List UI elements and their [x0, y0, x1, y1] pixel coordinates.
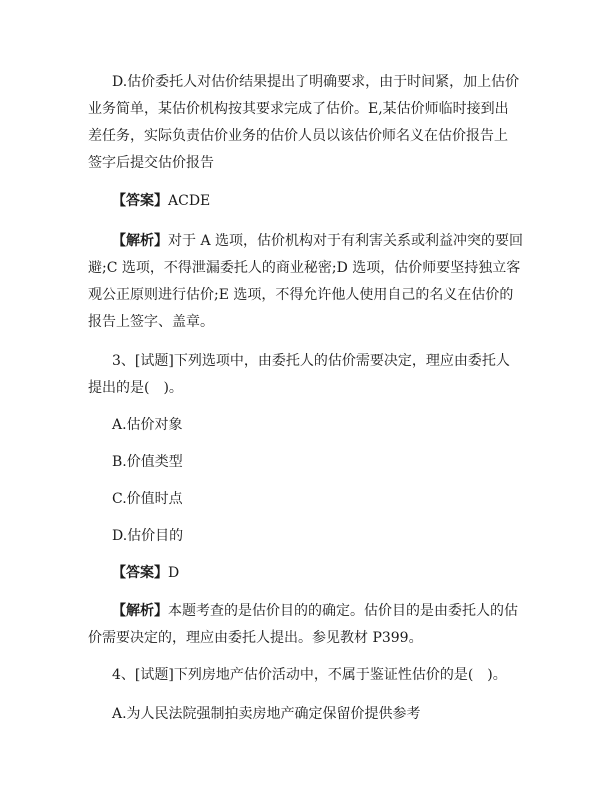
q4-question-line-1: 4、[试题]下列房地产估价活动中，不属于鉴证性估价的是( )。 [112, 667, 507, 683]
q3-option-a: A.估价对象 [112, 417, 183, 433]
analysis-text: 对于 A 选项，估价机构对于有利害关系或利益冲突的要回 [168, 233, 524, 249]
q2-analysis-line-1 [112, 231, 523, 251]
q2-analysis-line-3: 观公正原则进行估价;E 选项，不得允许他人使用自己的名义在估价的 [88, 287, 514, 303]
q3-option-b: B.价值类型 [112, 454, 183, 470]
analysis-text: 本题考查的是估价目的的确定。估价目的是由委托人的估 [168, 603, 518, 619]
q2-option-d-line-1: D.估价委托人对估价结果提出了明确要求，由于时间紧，加上估价 [112, 74, 520, 90]
q3-question-line-2: 提出的是( )。 [88, 380, 183, 396]
q3-question-line-1: 3、[试题]下列选项中，由委托人的估价需要决定，理应由委托人 [112, 353, 510, 369]
q3-answer [112, 563, 179, 583]
answer-value: ACDE [168, 193, 211, 209]
q2-analysis-line-4: 报告上签字、盖章。 [88, 314, 214, 330]
answer-tag: 【答案】 [112, 565, 168, 581]
answer-tag: 【答案】 [112, 193, 168, 209]
q3-option-c: C.价值时点 [112, 491, 183, 507]
q3-analysis-line-2: 价需要决定的，理应由委托人提出。参见教材 P399。 [88, 630, 423, 646]
q4-option-a: A.为人民法院强制拍卖房地产确定保留价提供参考 [112, 706, 421, 722]
q3-option-d: D.估价目的 [112, 528, 184, 544]
q2-option-d-line-4: 签字后提交估价报告 [88, 155, 214, 171]
q3-analysis-line-1 [112, 601, 518, 621]
q2-answer [112, 191, 210, 211]
analysis-tag: 【解析】 [112, 233, 168, 249]
answer-value: D [168, 565, 180, 581]
q2-option-d-line-3: 差任务，实际负责估价业务的估价人员以该估价师名义在估价报告上 [88, 128, 508, 144]
analysis-tag: 【解析】 [112, 603, 168, 619]
q2-analysis-line-2: 避;C 选项，不得泄漏委托人的商业秘密;D 选项，估价师要坚持独立客 [88, 260, 521, 276]
q2-option-d-line-2: 业务简单，某估价机构按其要求完成了估价。E,某估价师临时接到出 [88, 101, 509, 117]
